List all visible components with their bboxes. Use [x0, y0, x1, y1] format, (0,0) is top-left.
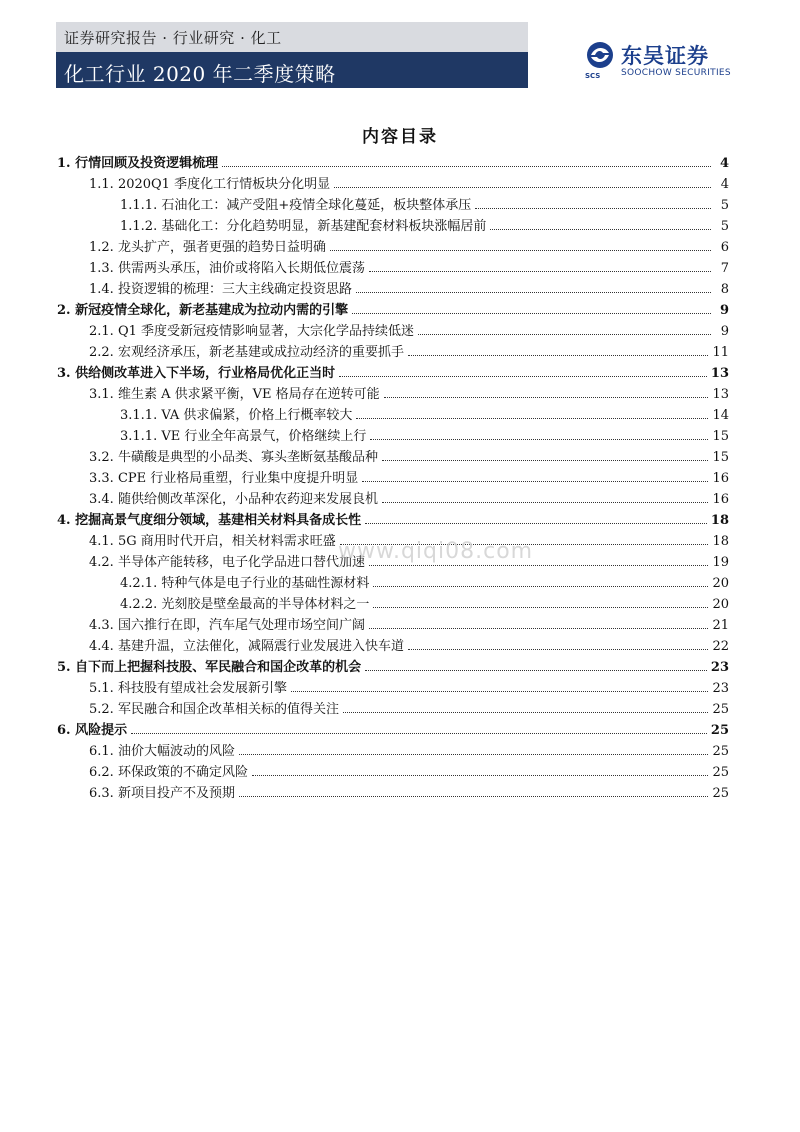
toc-entry[interactable] [57, 171, 729, 192]
toc-entry-page: 25 [710, 723, 729, 738]
soochow-logo-icon [583, 40, 617, 74]
toc-heading: 内容目录 [362, 127, 438, 147]
toc-entry-label: 3.1. 维生素 A 供求紧平衡，VE 格局存在逆转可能 [89, 387, 380, 402]
toc-leader-dots [365, 670, 707, 671]
toc-entry-label: 4.4. 基建升温，立法催化，减隔震行业发展进入快车道 [89, 639, 404, 654]
toc-entry-page: 18 [710, 513, 729, 528]
toc-entry-label: 3.4. 随供给侧改革深化，小品种农药迎来发展良机 [89, 492, 378, 507]
toc-leader-dots [356, 418, 708, 419]
toc-entry-label: 5. 自下而上把握科技股、军民融合和国企改革的机会 [57, 660, 362, 675]
toc-entry-label: 4.1. 5G 商用时代开启，相关材料需求旺盛 [89, 534, 336, 549]
toc-entry-label: 2.2. 宏观经济承压，新老基建或成拉动经济的重要抓手 [89, 345, 404, 360]
toc-entry-page: 16 [712, 492, 729, 507]
toc-entry-page: 21 [712, 618, 729, 633]
toc-entry[interactable] [57, 759, 729, 780]
company-logo [583, 40, 753, 84]
toc-entry-page: 9 [720, 324, 729, 339]
toc-entry-page: 23 [712, 681, 729, 696]
toc-leader-dots [382, 460, 709, 461]
toc-entry[interactable] [57, 381, 729, 402]
toc-entry[interactable] [57, 654, 729, 675]
toc-entry[interactable] [57, 780, 729, 801]
toc-leader-dots [408, 649, 709, 650]
toc-entry-page: 25 [712, 765, 729, 780]
toc-entry-label: 3.1.1. VE 行业全年高景气，价格继续上行 [120, 429, 367, 444]
toc-entry-page: 25 [712, 744, 729, 759]
toc-entry-label: 4.2. 半导体产能转移，电子化学品进口替代加速 [89, 555, 365, 570]
toc-leader-dots [490, 229, 711, 230]
toc-leader-dots [343, 712, 709, 713]
toc-entry-page: 16 [712, 471, 729, 486]
toc-entry-label: 3. 供给侧改革进入下半场，行业格局优化正当时 [57, 366, 336, 381]
toc-leader-dots [369, 628, 709, 629]
toc-leader-dots [222, 166, 711, 167]
toc-leader-dots [291, 691, 709, 692]
toc-leader-dots [370, 439, 708, 440]
toc-entry-page: 25 [712, 786, 729, 801]
toc-entry[interactable] [57, 507, 729, 528]
toc-entry[interactable] [57, 633, 729, 654]
report-category: 证券研究报告 · 行业研究 · 化工 [64, 29, 282, 47]
toc-entry-page: 14 [712, 408, 729, 423]
toc-entry-label: 4.2.2. 光刻胶是壁垒最高的半导体材料之一 [120, 597, 370, 612]
toc-entry-label: 1.4. 投资逻辑的梳理：三大主线确定投资思路 [89, 282, 352, 297]
toc-entry-label: 6.3. 新项目投产不及预期 [89, 786, 235, 801]
report-title-banner [56, 52, 528, 88]
toc-entry-page: 8 [720, 282, 729, 297]
toc-leader-dots [352, 313, 711, 314]
toc-entry-page: 11 [712, 345, 729, 360]
toc-leader-dots [131, 733, 707, 734]
report-title: 化工行业 2020 年二季度策略 [64, 62, 336, 86]
toc-entry-page: 13 [710, 366, 729, 381]
toc-entry-label: 3.3. CPE 行业格局重塑，行业集中度提升明显 [89, 471, 359, 486]
toc-entry-page: 23 [710, 660, 729, 675]
toc-entry-label: 1.1. 2020Q1 季度化工行情板块分化明显 [89, 177, 331, 192]
toc-leader-dots [339, 376, 707, 377]
toc-leader-dots [369, 271, 711, 272]
toc-entry[interactable] [57, 150, 729, 171]
toc-entry[interactable] [57, 696, 729, 717]
toc-entry[interactable] [57, 570, 729, 591]
toc-entry-label: 4.2.1. 特种气体是电子行业的基础性源材料 [120, 576, 370, 591]
toc-leader-dots [373, 607, 708, 608]
watermark: www.qiqi08.com [338, 539, 534, 564]
toc-entry-page: 6 [720, 240, 729, 255]
logo-en-text: SOOCHOW SECURITIES [621, 68, 731, 78]
toc-leader-dots [239, 796, 709, 797]
toc-entry[interactable] [57, 675, 729, 696]
toc-entry[interactable] [57, 276, 729, 297]
toc-entry-label: 6.2. 环保政策的不确定风险 [89, 765, 248, 780]
toc-entry[interactable] [57, 444, 729, 465]
table-of-contents [57, 150, 729, 801]
toc-leader-dots [239, 754, 709, 755]
toc-entry-page: 15 [712, 450, 729, 465]
toc-leader-dots [252, 775, 709, 776]
toc-entry-page: 22 [712, 639, 729, 654]
toc-entry-label: 2. 新冠疫情全球化，新老基建成为拉动内需的引擎 [57, 303, 349, 318]
toc-entry[interactable] [57, 192, 729, 213]
toc-entry[interactable] [57, 234, 729, 255]
toc-entry-label: 1.1.2. 基础化工：分化趋势明显，新基建配套材料板块涨幅居前 [120, 219, 487, 234]
toc-entry-page: 18 [712, 534, 729, 549]
toc-leader-dots [373, 586, 708, 587]
toc-entry[interactable] [57, 297, 729, 318]
toc-entry-label: 1.3. 供需两头承压，油价或将陷入长期低位震荡 [89, 261, 365, 276]
toc-entry[interactable] [57, 465, 729, 486]
toc-entry-page: 4 [719, 156, 729, 171]
toc-entry-label: 3.2. 牛磺酸是典型的小品类、寡头垄断氨基酸品种 [89, 450, 378, 465]
toc-entry[interactable] [57, 213, 729, 234]
toc-leader-dots [418, 334, 711, 335]
toc-entry-label: 1.2. 龙头扩产，强者更强的趋势日益明确 [89, 240, 326, 255]
toc-entry-label: 3.1.1. VA 供求偏紧，价格上行概率较大 [120, 408, 353, 423]
toc-leader-dots [408, 355, 709, 356]
toc-entry-page: 15 [712, 429, 729, 444]
toc-entry-page: 5 [720, 198, 729, 213]
toc-entry[interactable] [57, 486, 729, 507]
toc-entry[interactable] [57, 255, 729, 276]
toc-entry-page: 13 [712, 387, 729, 402]
toc-entry-page: 5 [720, 219, 729, 234]
toc-entry-page: 20 [712, 597, 729, 612]
toc-leader-dots [362, 481, 708, 482]
report-category-banner [56, 22, 528, 52]
toc-leader-dots [475, 208, 711, 209]
toc-entry-label: 6. 风险提示 [57, 723, 128, 738]
toc-entry-label: 1. 行情回顾及投资逻辑梳理 [57, 156, 219, 171]
toc-entry-label: 4. 挖掘高景气度细分领域，基建相关材料具备成长性 [57, 513, 362, 528]
toc-entry-page: 25 [712, 702, 729, 717]
toc-entry-label: 2.1. Q1 季度受新冠疫情影响显著，大宗化学品持续低迷 [89, 324, 415, 339]
toc-entry[interactable] [57, 339, 729, 360]
toc-entry-page: 20 [712, 576, 729, 591]
toc-entry-label: 6.1. 油价大幅波动的风险 [89, 744, 235, 759]
toc-entry[interactable] [57, 423, 729, 444]
toc-leader-dots [365, 523, 707, 524]
toc-leader-dots [382, 502, 709, 503]
toc-leader-dots [384, 397, 709, 398]
toc-leader-dots [334, 187, 711, 188]
toc-entry-label: 5.1. 科技股有望成社会发展新引擎 [89, 681, 287, 696]
toc-leader-dots [356, 292, 711, 293]
toc-entry-page: 9 [719, 303, 729, 318]
toc-entry-label: 1.1.1. 石油化工：减产受阻+疫情全球化蔓延，板块整体承压 [120, 198, 472, 213]
toc-entry[interactable] [57, 402, 729, 423]
toc-entry-page: 19 [712, 555, 729, 570]
logo-mark-text: SCS [585, 72, 601, 80]
toc-entry[interactable] [57, 738, 729, 759]
toc-leader-dots [330, 250, 711, 251]
toc-entry[interactable] [57, 360, 729, 381]
toc-entry-page: 7 [720, 261, 729, 276]
toc-entry[interactable] [57, 318, 729, 339]
toc-entry-label: 4.3. 国六推行在即，汽车尾气处理市场空间广阔 [89, 618, 365, 633]
toc-entry[interactable] [57, 717, 729, 738]
toc-entry-label: 5.2. 军民融合和国企改革相关标的值得关注 [89, 702, 339, 717]
toc-leader-dots [369, 565, 709, 566]
logo-cn-text: 东吴证券 [621, 44, 709, 68]
toc-entry[interactable] [57, 591, 729, 612]
toc-entry[interactable] [57, 612, 729, 633]
toc-entry-page: 4 [720, 177, 729, 192]
